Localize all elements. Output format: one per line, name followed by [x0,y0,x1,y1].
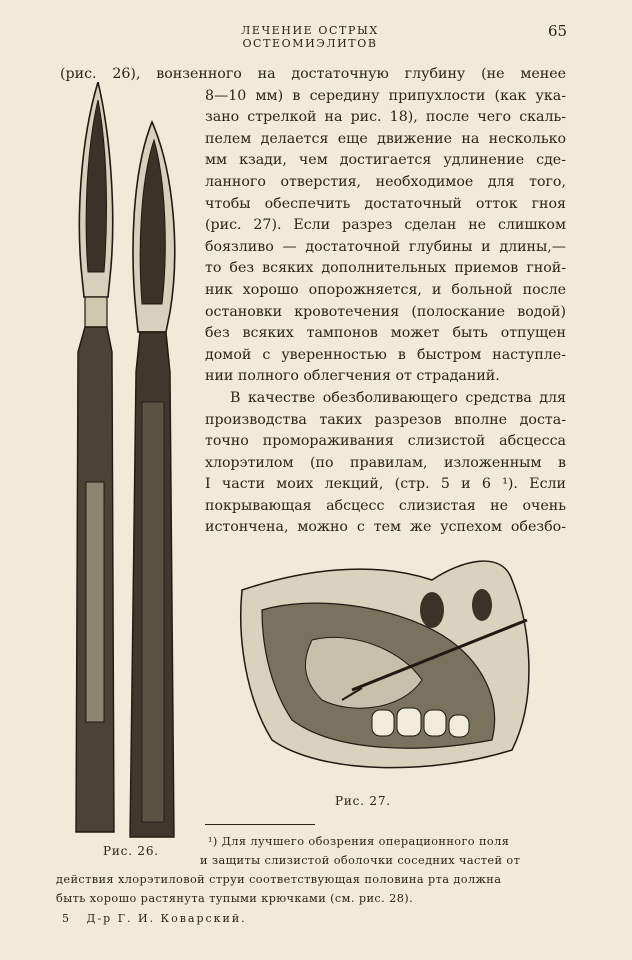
sheet-number: 5 [62,912,71,925]
body-text [60,64,566,539]
text-line: (рис. 26), вонзенного на достаточную глубину (не менее [60,66,566,82]
figure-27-caption: Рис. 27. [335,794,391,808]
text-line: ник хорошо опорожняется, и больной после [205,281,566,298]
text-line: зано стрелкой на рис. 18), после чего скаль- [205,109,566,126]
text-line: нии полного облегчения от страданий. [205,368,500,385]
printer-signature [62,912,247,925]
text-line: боязливо — достаточной глубины и длины,— [205,238,566,255]
text-line: истончена, можно с тем же успехом обезбо- [205,519,566,536]
footnote-divider [205,824,315,825]
footnote-line: действия хлорэтиловой струи соответствующая половина рта должна [56,873,502,886]
text-line: мм кзади, чем достигается удлинение сде- [205,152,566,169]
text-line: хлорэтилом (по правилам, изложенным в [205,454,566,471]
text-line: чтобы обеспечить достаточный отток гноя [205,195,566,212]
text-line: производства таких разрезов вполне доста- [205,411,566,428]
figure-26-caption: Рис. 26. [103,844,159,858]
text-line: ланного отверстия, необходимое для того, [205,173,566,190]
text-line: I части моих лекций, (стр. 5 и 6 ¹). Если [205,476,566,493]
text-line: то без всяких дополнительных приемов гной- [205,260,566,277]
text-line: без всяких тампонов может быть отпущен [205,325,566,342]
footnote-line: и защиты слизистой оболочки соседних частей от [200,854,521,867]
text-line: (рис. 27). Если разрез сделан не слишком [205,217,566,234]
text-line: пелем делается еще движение на несколько [205,130,566,147]
figure-27-oral-incision [232,550,537,782]
page-number: 65 [548,22,568,40]
footnote-line: быть хорошо растянута тупыми крючками (см. рис. 28). [56,892,414,905]
footnote-line: ¹) Для лучшего обозрения операционного поля [208,835,510,848]
text-line: В качестве обезболивающего средства для [230,389,566,406]
text-line: покрывающая абсцесс слизистая не очень [205,497,566,514]
text-line: остановки кровотечения (полоскание водой) [205,303,566,320]
text-line: точно промораживания слизистой абсцесса [205,433,566,450]
author-name: Д-р Г. И. Коварский. [86,912,247,925]
running-header: ЛЕЧЕНИЕ ОСТРЫХ ОСТЕОМИЭЛИТОВ [241,24,379,50]
text-line: домой с уверенностью в быстром наступле- [205,346,566,363]
text-line: 8—10 мм) в середину припухлости (как ука- [205,87,566,104]
